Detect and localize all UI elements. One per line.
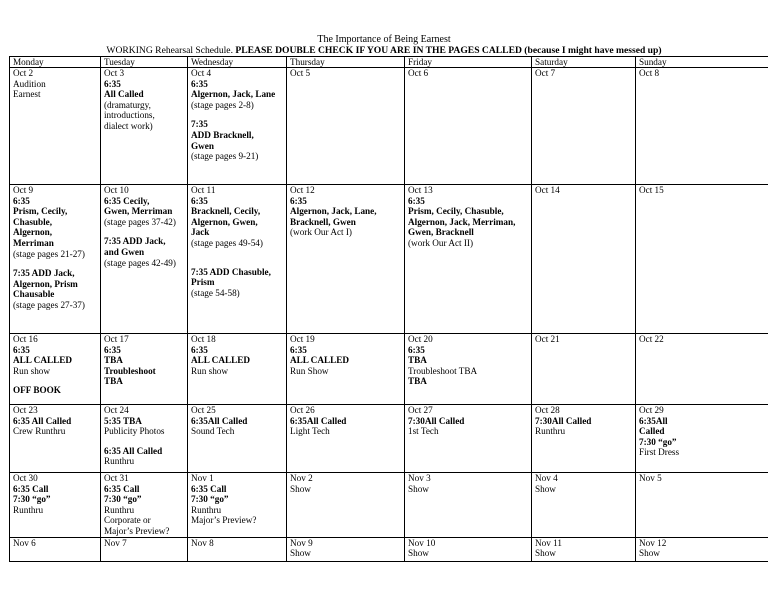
day-cell [636,473,768,538]
cell-line: Jack [191,227,210,238]
cell-line: Runthru [104,504,135,515]
cell-line: Prism [191,277,215,288]
cell-line: TBA [104,355,123,366]
cell-line: ALL CALLED [13,355,72,366]
cell-line: Chausable [13,289,55,300]
cell-date: Nov 12 [639,537,667,548]
cell-date: Nov 10 [408,537,436,548]
cell-date: Oct 17 [104,334,129,344]
cell-line: 7:35 ADD Chasuble, [191,266,271,277]
week-row [10,537,768,561]
day-cell [188,473,287,538]
cell-line: Show [408,483,429,494]
cell-line: 7:30 “go” [13,494,51,505]
cell-date: Oct 25 [191,405,216,415]
cell-line: Sound Tech [191,426,235,437]
document-title: The Importance of Being Earnest [317,34,451,45]
cell-line: Run Show [290,365,329,376]
cell-line: ALL CALLED [290,355,349,366]
week-row [10,473,768,538]
cell-line: 6:35 All Called [104,445,163,456]
cell-date: Oct 5 [290,68,311,78]
cell-date: Oct 13 [408,185,433,195]
day-cell [188,68,287,185]
cell-date: Oct 21 [535,334,560,344]
cell-line: 7:30 “go” [104,494,142,505]
day-cell [405,473,532,538]
schedule-body [10,68,768,562]
cell-line: 7:35 ADD Jack, [104,236,166,247]
cell-line: 6:35 [191,195,208,206]
day-cell [101,185,188,334]
cell-line: Runthru [191,504,222,515]
cell-line: 7:30All Called [408,415,465,426]
cell-date: Nov 2 [290,473,313,483]
cell-line: (stage pages 2-8) [191,99,254,110]
cell-date: Oct 15 [639,185,664,195]
cell-date: Oct 24 [104,405,129,415]
cell-line: Algernon, Jack, Lane, [290,206,377,217]
cell-line: (stage 54-58) [191,287,240,298]
day-cell [287,537,405,561]
day-cell [532,68,636,185]
cell-line: Merriman [13,237,54,248]
cell-line: 7:30 “go” [191,494,229,505]
cell-line: Prism, Cecily, [13,206,68,217]
line-gap [13,259,97,268]
cell-line: 6:35 Call [191,483,227,494]
day-cell [405,68,532,185]
subtitle-plain: WORKING Rehearsal Schedule. [106,45,233,56]
day-cell [287,334,405,405]
cell-line: 7:30All Called [535,415,592,426]
cell-date: Oct 16 [13,334,38,344]
cell-date: Oct 22 [639,334,664,344]
day-cell [10,405,101,473]
cell-date: Oct 19 [290,334,315,344]
day-cell [636,334,768,405]
cell-line: Algernon, [13,227,53,238]
cell-line: 6:35 Call [104,483,140,494]
line-gap [13,376,97,385]
cell-line: 6:35 [13,195,30,206]
cell-line: Crew Runthru [13,426,66,437]
cell-line: Algernon, Prism [13,278,78,289]
cell-line: 6:35 [104,78,121,89]
day-cell [532,473,636,538]
cell-date: Oct 6 [408,68,429,78]
day-cell [287,68,405,185]
cell-date: Oct 4 [191,68,212,78]
cell-line: Run show [191,365,229,376]
cell-line: Show [290,548,311,559]
cell-line: Called [639,426,665,437]
cell-line: 6:35All Called [191,415,248,426]
day-cell [405,405,532,473]
cell-date: Oct 7 [535,68,556,78]
cell-line: Light Tech [290,426,330,437]
cell-line: Show [290,483,311,494]
cell-date: Oct 18 [191,334,216,344]
cell-line: Gwen, Bracknell [408,227,474,238]
cell-line: (dramaturgy, [104,99,151,110]
line-gap [191,249,283,258]
cell-line: and Gwen [104,246,145,257]
cell-date: Oct 2 [13,68,34,78]
day-cell [636,68,768,185]
cell-line: Prism, Cecily, Chasuble, [408,206,504,217]
day-cell [10,185,101,334]
cell-line: First Dress [639,447,680,458]
cell-line: Gwen, Merriman [104,206,173,217]
cell-line: (stage pages 37-42) [104,216,176,227]
cell-line: 6:35All [639,415,668,426]
cell-line: Algernon, Jack, Merriman, [408,216,516,227]
cell-line: Major’s Preview? [104,525,170,536]
cell-date: Oct 20 [408,334,433,344]
week-row [10,68,768,185]
day-cell [101,68,188,185]
cell-line: Show [535,548,556,559]
day-header: Thursday [287,57,405,68]
cell-date: Nov 11 [535,537,562,548]
day-header: Monday [10,57,101,68]
cell-date: Oct 23 [13,405,38,415]
cell-line: TBA [408,355,427,366]
cell-line: Show [408,548,429,559]
day-cell [532,334,636,405]
cell-date: Oct 8 [639,68,660,78]
day-header: Tuesday [101,57,188,68]
cell-date: Oct 9 [13,185,34,195]
cell-line: OFF BOOK [13,385,61,396]
cell-date: Nov 6 [13,537,36,548]
cell-line: 7:35 [191,119,208,130]
day-cell [636,405,768,473]
day-cell [188,334,287,405]
cell-line: Bracknell, Gwen [290,216,356,227]
cell-date: Oct 11 [191,185,216,195]
day-cell [101,334,188,405]
line-gap [191,258,283,267]
cell-date: Oct 31 [104,473,129,483]
day-cell [101,537,188,561]
day-header: Friday [405,57,532,68]
cell-line: 6:35 Cecily, [104,195,150,206]
cell-line: 6:35 Call [13,483,49,494]
cell-line: Runthru [13,504,44,515]
cell-line: (stage pages 9-21) [191,151,259,162]
cell-date: Oct 14 [535,185,560,195]
day-cell [636,185,768,334]
cell-line: 6:35 [408,344,425,355]
cell-line: 7:30 “go” [639,436,677,447]
cell-line: All Called [104,89,144,100]
cell-line: ALL CALLED [191,355,250,366]
cell-line: Show [535,483,556,494]
cell-date: Nov 5 [639,473,662,483]
cell-line: (work Our Act II) [408,237,474,248]
cell-date: Nov 8 [191,537,214,548]
day-cell [532,537,636,561]
line-gap [104,437,184,446]
cell-line: 6:35 [290,344,307,355]
rehearsal-schedule-table [9,56,768,562]
day-header: Sunday [636,57,768,68]
cell-date: Oct 28 [535,405,560,415]
day-cell [405,537,532,561]
cell-line: 6:35 [191,78,208,89]
day-header: Saturday [532,57,636,68]
cell-line: Show [639,548,660,559]
cell-line: Chasuble, [13,216,53,227]
cell-date: Oct 30 [13,473,38,483]
cell-line: 6:35 [408,195,425,206]
cell-line: Algernon, Jack, Lane [191,89,276,100]
cell-line: 6:35 [191,344,208,355]
cell-date: Oct 26 [290,405,315,415]
cell-line: Corporate or [104,515,151,526]
cell-date: Nov 7 [104,537,127,548]
day-cell [188,405,287,473]
cell-line: 1st Tech [408,426,439,437]
week-row [10,405,768,473]
day-cell [101,405,188,473]
cell-line: Runthru [104,456,135,467]
cell-line: (stage pages 42-49) [104,257,176,268]
day-cell [532,185,636,334]
day-cell [405,334,532,405]
day-cell [188,185,287,334]
cell-line: TBA [104,376,123,387]
cell-line: Troubleshoot TBA [408,365,478,376]
day-cell [10,473,101,538]
cell-line: dialect work) [104,120,153,131]
document-subtitle [0,45,768,56]
day-cell [405,185,532,334]
day-cell [188,537,287,561]
cell-line: (stage pages 21-27) [13,248,85,259]
day-cell [10,334,101,405]
day-cell [636,537,768,561]
day-header: Wednesday [188,57,287,68]
cell-line: Bracknell, Cecily, [191,206,261,217]
line-gap [191,110,283,119]
day-cell [287,405,405,473]
cell-line: Earnest [13,89,41,100]
cell-line: 6:35 All Called [13,415,72,426]
cell-line: introductions, [104,110,155,121]
cell-line: (stage pages 49-54) [191,237,263,248]
cell-line: Gwen [191,140,214,151]
cell-line: Audition [13,78,46,89]
cell-line: Major’s Preview? [191,515,257,526]
day-cell [532,405,636,473]
cell-line: Publicity Photos [104,426,165,437]
subtitle-warning: PLEASE DOUBLE CHECK IF YOU ARE IN THE PAGES CALLED (because I might have messed up) [235,45,662,56]
cell-date: Oct 29 [639,405,664,415]
day-header-row [10,57,768,68]
cell-date: Oct 12 [290,185,315,195]
cell-line: ADD Bracknell, [191,129,254,140]
week-row [10,334,768,405]
cell-line: (stage pages 27-37) [13,299,85,310]
cell-line: TBA [408,376,427,387]
day-cell [287,473,405,538]
cell-line: (work Our Act I) [290,227,352,238]
cell-line: 6:35 [13,344,30,355]
cell-line: 7:35 ADD Jack, [13,268,75,279]
cell-line: 6:35 [290,195,307,206]
cell-line: 6:35All Called [290,415,347,426]
cell-line: Troubleshoot [104,365,156,376]
week-row [10,185,768,334]
cell-date: Oct 27 [408,405,433,415]
cell-line: Algernon, Gwen, [191,216,258,227]
day-cell [101,473,188,538]
cell-date: Nov 9 [290,537,313,548]
cell-date: Oct 3 [104,68,125,78]
line-gap [104,227,184,236]
cell-line: Runthru [535,426,566,437]
cell-line: 6:35 [104,344,121,355]
day-cell [10,537,101,561]
cell-line: 5:35 TBA [104,415,142,426]
cell-date: Nov 3 [408,473,431,483]
cell-date: Oct 10 [104,185,129,195]
cell-date: Nov 4 [535,473,558,483]
cell-line: Run show [13,365,51,376]
day-cell [10,68,101,185]
day-cell [287,185,405,334]
cell-date: Nov 1 [191,473,214,483]
